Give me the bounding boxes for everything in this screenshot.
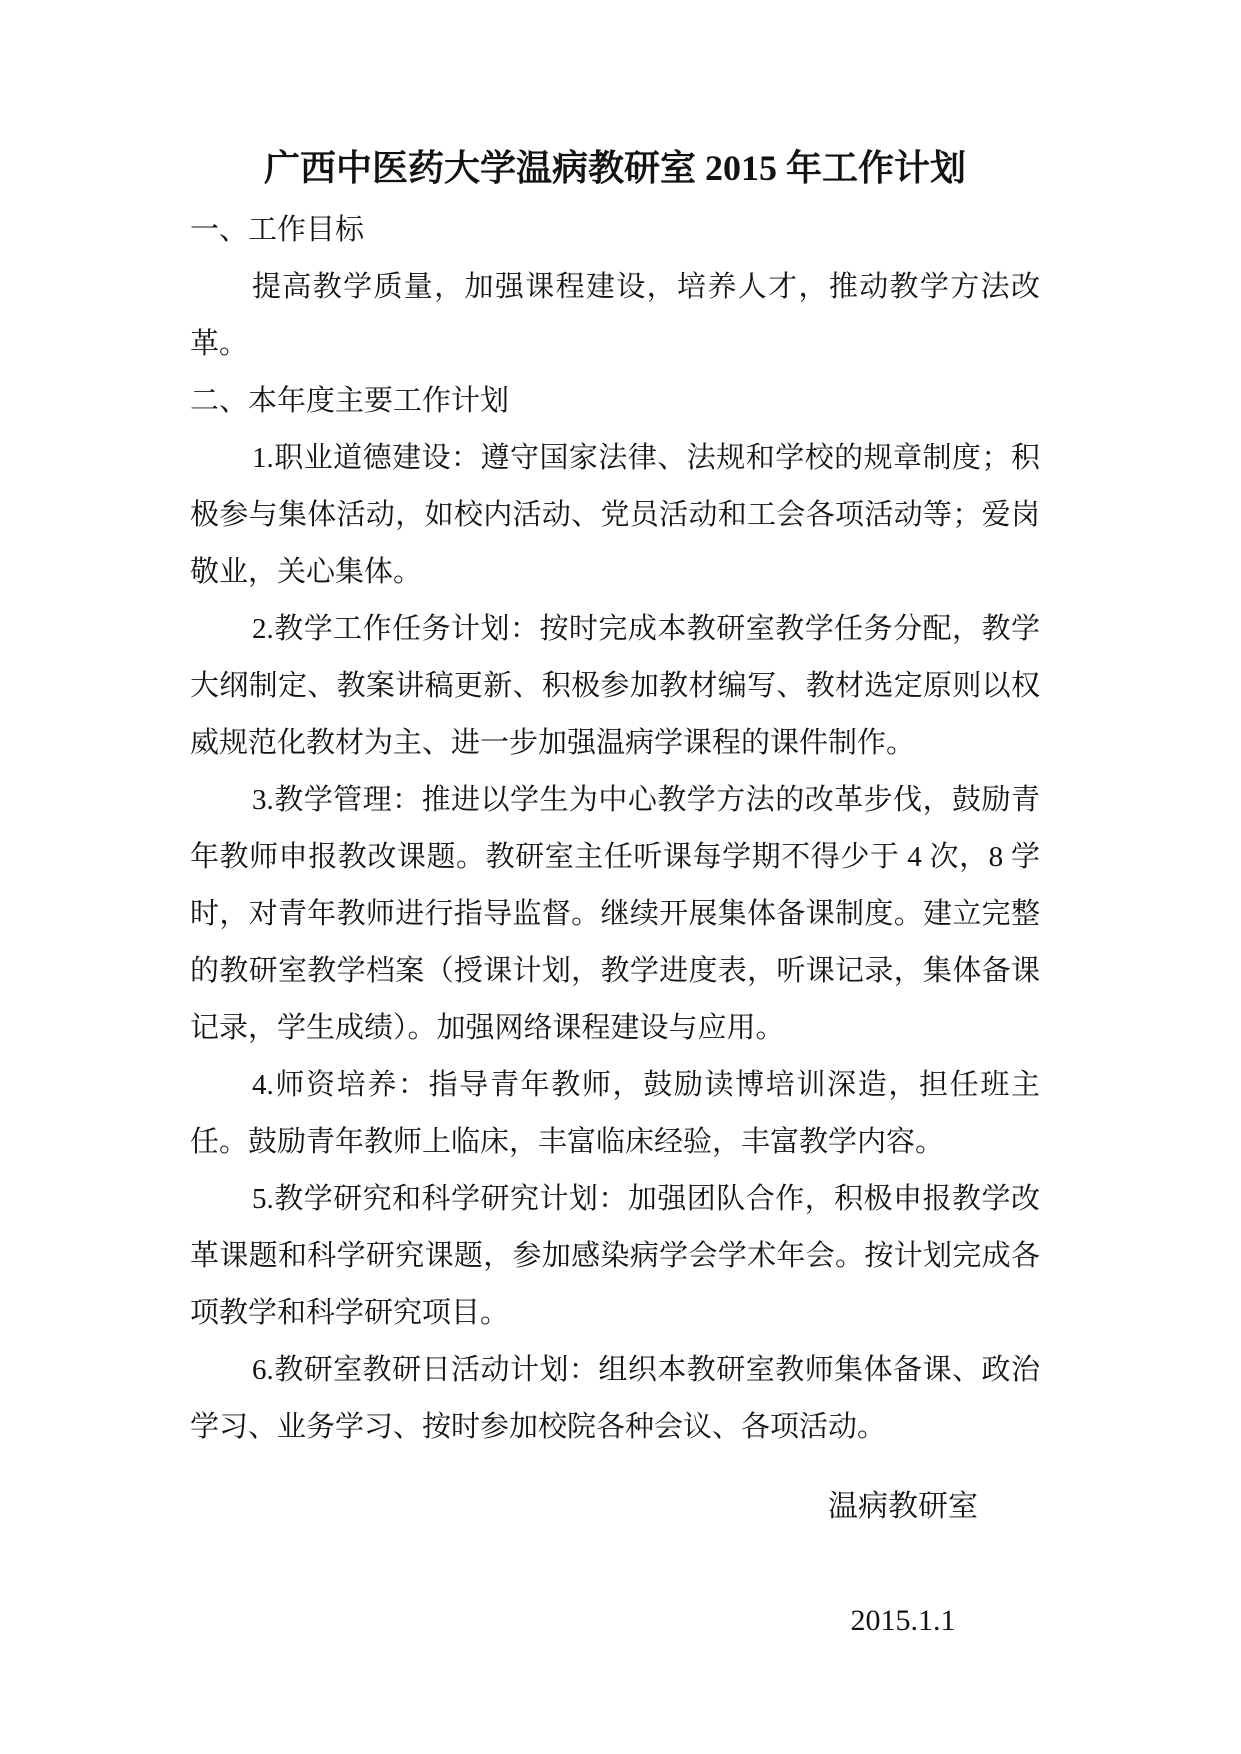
section-heading-annual-plan: 二、本年度主要工作计划 — [190, 385, 510, 417]
paragraph-item-5-research-plan: 5.教学研究和科学研究计划：加强团队合作，积极申报教学改革课题和科学研究课题，参加感染病学会学术年会。按计划完成各项教学和科学研究项目。 — [190, 1183, 1040, 1329]
paragraph-item-2-teaching-tasks: 2.教学工作任务计划：按时完成本教研室教学任务分配，教学大纲制定、教案讲稿更新、积极参加教材编写、教材选定原则以权威规范化教材为主、进一步加强温病学课程的课件制作。 — [190, 613, 1040, 759]
paragraph-item-3-teaching-management: 3.教学管理：推进以学生为中心教学方法的改革步伐，鼓励青年教师申报教改课题。教研室主任听课每学期不得少于 4 次，8 学时，对青年教师进行指导监督。继续开展集体备课制度。建立完整的教研室教学档案（授课计划，教学进度表，听课记录，集体备课记录，学生成绩）。加强网络课程建设与应用。 — [190, 784, 1040, 1044]
signature-block — [823, 1478, 983, 1649]
paragraph-item-6-activity-plan: 6.教研室教研日活动计划：组织本教研室教师集体备课、政治学习、业务学习、按时参加校院各种会议、各项活动。 — [190, 1354, 1040, 1443]
paragraph-item-1-ethics: 1.职业道德建设：遵守国家法律、法规和学校的规章制度；积极参与集体活动，如校内活动、党员活动和工会各项活动等；爱岗敬业，关心集体。 — [190, 442, 1040, 588]
signature-name: 温病教研室 — [828, 1490, 978, 1523]
paragraph-work-goals: 提高教学质量，加强课程建设，培养人才，推动教学方法改革。 — [190, 271, 1040, 360]
paragraph-item-4-faculty-training: 4.师资培养：指导青年教师，鼓励读博培训深造，担任班主任。鼓励青年教师上临床，丰富临床经验，丰富教学内容。 — [190, 1069, 1040, 1158]
document-body — [190, 202, 1040, 1456]
section-heading-work-goals: 一、工作目标 — [190, 214, 365, 246]
signature-date: 2015.1.1 — [850, 1604, 956, 1637]
document-title: 广西中医药大学温病教研室 2015 年工作计划 — [263, 148, 966, 188]
